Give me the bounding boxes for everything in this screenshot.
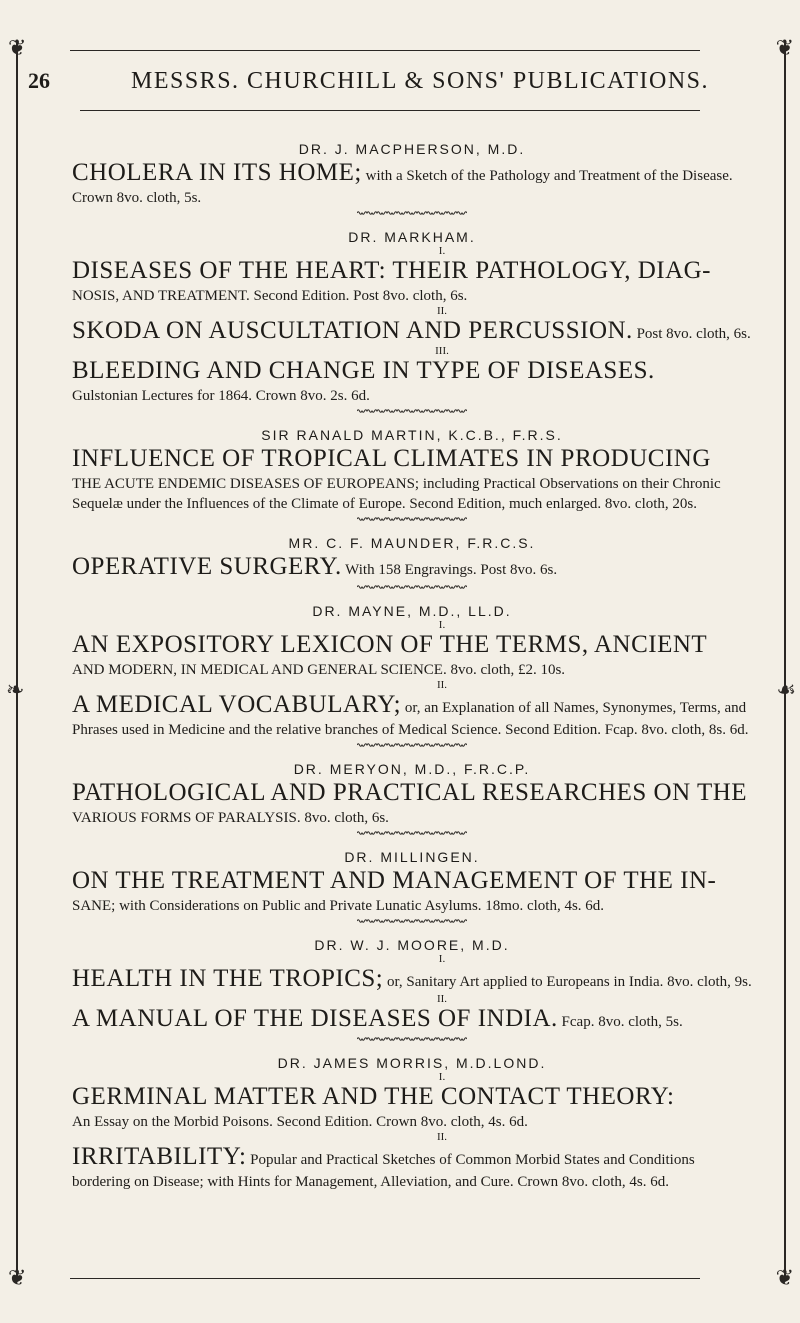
author-name: SIR RANALD MARTIN, K.C.B., F.R.S. [261, 427, 563, 443]
volume-numeral: I. [438, 953, 446, 965]
publication-details: or, an Explanation of all Names, Synonymes, Terms, and Phrases used in Medicine and the relative branches of Medical Science. Second Edition. Fcap. 8vo. cloth, 8s. 6d. [72, 700, 749, 738]
left-border-rule [16, 40, 18, 1280]
publication-entry [72, 690, 752, 740]
author-section [72, 228, 752, 414]
publication-details: VARIOUS FORMS OF PARALYSIS. 8vo. cloth, 6s. [72, 810, 389, 826]
publication-title: INFLUENCE OF TROPICAL CLIMATES IN PRODUCING [72, 445, 711, 472]
publication-title: HEALTH IN THE TROPICS; [72, 965, 384, 992]
wavy-divider-icon [357, 830, 467, 836]
publication-title: AN EXPOSITORY LEXICON OF THE TERMS, ANCIENT [72, 631, 708, 658]
volume-numeral: II. [436, 993, 448, 1005]
publication-entry [72, 866, 752, 916]
fleuron-bottom-right-icon: ❦ [775, 1266, 794, 1291]
author-section [72, 534, 752, 590]
publication-title: ON THE TREATMENT AND MANAGEMENT OF THE IN- [72, 867, 717, 894]
publication-entry [72, 1082, 752, 1132]
wavy-divider-icon [357, 1036, 467, 1042]
author-section [72, 936, 752, 1042]
fleuron-left-middle-icon: ❧ [6, 678, 25, 703]
author-section [72, 760, 752, 836]
publication-entry [72, 630, 752, 680]
publication-entry [72, 256, 752, 306]
publication-title: SKODA ON AUSCULTATION AND PERCUSSION. [72, 317, 633, 344]
author-name: MR. C. F. MAUNDER, F.R.C.S. [288, 535, 536, 551]
publication-entry [72, 316, 752, 346]
wavy-divider-icon [357, 584, 467, 590]
volume-numeral: II. [436, 1131, 448, 1143]
author-name: DR. J. MACPHERSON, M.D. [298, 141, 526, 157]
publication-details: or, Sanitary Art applied to Europeans in India. 8vo. cloth, 9s. [383, 974, 752, 990]
publication-entry [72, 552, 752, 582]
publication-title: A MANUAL OF THE DISEASES OF INDIA. [72, 1005, 558, 1032]
running-title: MESSRS. CHURCHILL & SONS' PUBLICATIONS. [130, 68, 710, 94]
volume-numeral: II. [436, 679, 448, 691]
volume-numeral: I. [438, 1071, 446, 1083]
author-section [72, 426, 752, 522]
publication-entry [72, 1142, 752, 1192]
publication-details: With 158 Engravings. Post 8vo. 6s. [341, 562, 558, 578]
wavy-divider-icon [357, 742, 467, 748]
volume-numeral: II. [436, 305, 448, 317]
publication-details: SANE; with Considerations on Public and Private Lunatic Asylums. 18mo. cloth, 4s. 6d. [72, 898, 605, 914]
publication-title: GERMINAL MATTER AND THE CONTACT THEORY: [72, 1083, 675, 1110]
fleuron-top-right-icon: ❦ [775, 36, 794, 61]
author-section [72, 140, 752, 216]
publication-details: An Essay on the Morbid Poisons. Second Edition. Crown 8vo. cloth, 4s. 6d. [72, 1114, 528, 1130]
publication-list [72, 140, 752, 1204]
author-name: DR. W. J. MOORE, M.D. [314, 937, 510, 953]
right-border-rule [784, 40, 786, 1280]
publication-details: Gulstonian Lectures for 1864. Crown 8vo. 2s. 6d. [72, 388, 370, 404]
publication-details: AND MODERN, IN MEDICAL AND GENERAL SCIENCE. 8vo. cloth, £2. 10s. [72, 662, 566, 678]
volume-numeral: III. [435, 345, 449, 357]
publication-details: Fcap. 8vo. cloth, 5s. [557, 1014, 683, 1030]
publication-details: NOSIS, AND TREATMENT. Second Edition. Post 8vo. cloth, 6s. [72, 288, 468, 304]
publication-title: IRRITABILITY: [72, 1143, 247, 1170]
publication-title: OPERATIVE SURGERY. [72, 553, 342, 580]
publication-entry [72, 1004, 752, 1034]
page-number: 26 [28, 68, 50, 93]
publication-entry [72, 444, 752, 514]
publication-entry [72, 964, 752, 994]
author-section [72, 602, 752, 748]
top-border-rule [70, 50, 700, 51]
volume-numeral: I. [438, 245, 446, 257]
header-underline-rule [80, 110, 700, 111]
publication-details: THE ACUTE ENDEMIC DISEASES OF EUROPEANS; including Practical Observations on their Chronic Sequelæ under the Influences of the Climate of Europe. Second Edition, much enlarged. 8vo. cloth, 20s. [72, 476, 721, 512]
author-name: DR. MAYNE, M.D., LL.D. [312, 603, 512, 619]
wavy-divider-icon [357, 918, 467, 924]
bottom-border-rule [70, 1278, 700, 1279]
publication-details: with a Sketch of the Pathology and Treatment of the Disease. Crown 8vo. cloth, 5s. [72, 168, 733, 206]
publication-title: CHOLERA IN ITS HOME; [72, 159, 362, 186]
author-section [72, 848, 752, 924]
publication-entry [72, 356, 752, 406]
author-name: DR. JAMES MORRIS, M.D.LOND. [277, 1055, 547, 1071]
publication-details: Post 8vo. cloth, 6s. [632, 326, 751, 342]
page-header [28, 68, 772, 102]
publication-details: Popular and Practical Sketches of Common Morbid States and Conditions bordering on Disease; with Hints for Management, Alleviation, and Cure. Crown 8vo. cloth, 4s. 6d. [72, 1152, 695, 1190]
wavy-divider-icon [357, 210, 467, 216]
author-section [72, 1054, 752, 1192]
wavy-divider-icon [357, 516, 467, 522]
fleuron-right-middle-icon: ☙ [776, 678, 796, 703]
fleuron-bottom-left-icon: ❦ [8, 1266, 27, 1291]
publication-title: DISEASES OF THE HEART: THEIR PATHOLOGY, DIAG- [72, 257, 712, 284]
publication-entry [72, 158, 752, 208]
publication-title: A MEDICAL VOCABULARY; [72, 691, 402, 718]
wavy-divider-icon [357, 408, 467, 414]
publication-entry [72, 778, 752, 828]
fleuron-top-left-icon: ❦ [8, 36, 27, 61]
volume-numeral: I. [438, 619, 446, 631]
author-name: DR. MERYON, M.D., F.R.C.P. [293, 761, 531, 777]
publication-title: BLEEDING AND CHANGE IN TYPE OF DISEASES. [72, 357, 655, 384]
publication-title: PATHOLOGICAL AND PRACTICAL RESEARCHES ON THE [72, 779, 748, 806]
author-name: DR. MARKHAM. [348, 229, 476, 245]
author-name: DR. MILLINGEN. [344, 849, 480, 865]
